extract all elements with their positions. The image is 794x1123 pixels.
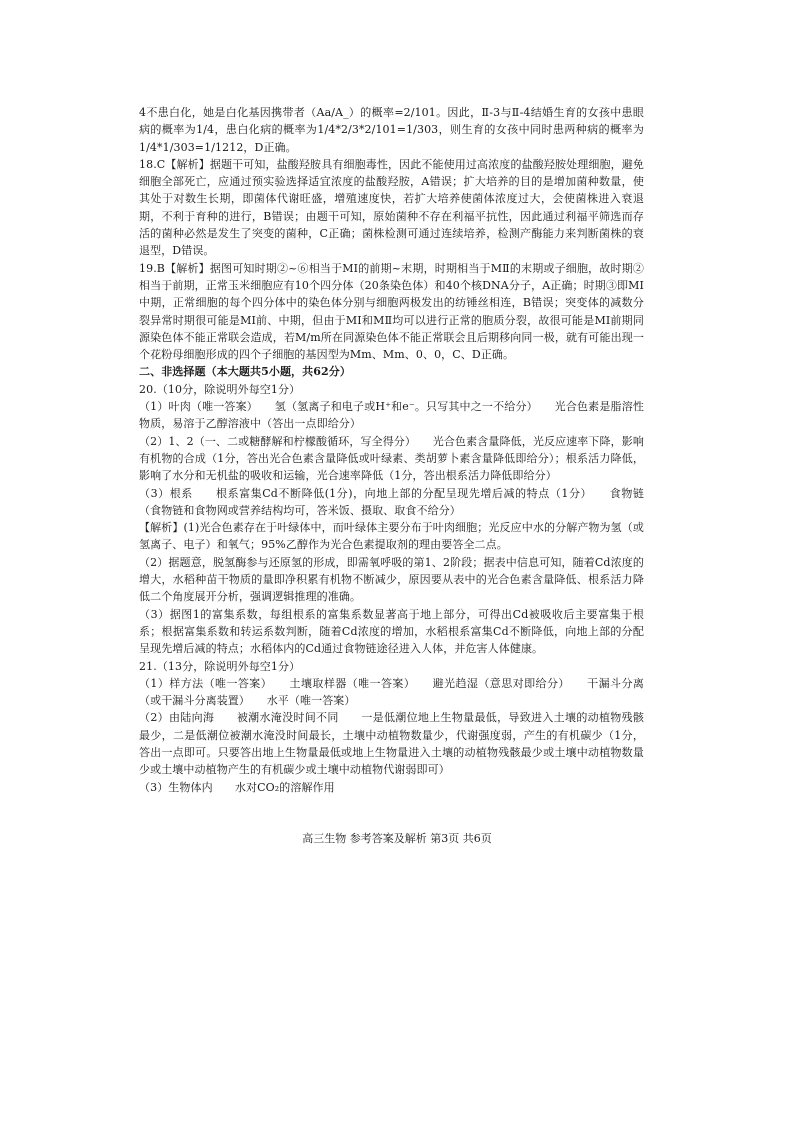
paragraph-q20-3: （3）根系 根系富集Cd不断降低(1分)，向地上部的分配呈现先增后减的特点（1分） 食物链（食物链和食物网或营养结构均可，答米饭、摄取、取食不给分） — [139, 486, 644, 517]
section-title-nonchoice: 二、非选择题（本大题共5小题，共62分） — [139, 365, 351, 379]
paragraph-q20-header: 20.（10分，除说明外每空1分） — [139, 382, 301, 396]
paragraph-q21-1: （1）样方法（唯一答案） 土壤取样器（唯一答案） 避光趋湿（意思对即给分） 干漏斗分离（或干漏斗分离装置） 水平（唯一答案） — [139, 676, 644, 708]
paragraph-q20-analysis-2: （2）据题意，脱氢酶参与还原氢的形成，即需氧呼吸的第1、2阶段；据表中信息可知，随着Cd浓度的增大，水稻种苗干物质的量即净积累有机物不断减少，原因要从表中的光合色素含量降低、根系活力降低二个角度展开分析，强调逻辑推理的准确。 — [139, 555, 644, 604]
paragraph-q21-3: （3）生物体内 水对CO₂的溶解作用 — [139, 780, 335, 794]
answer-content — [139, 104, 644, 796]
paragraph-q20-analysis-3: （3）据图1的富集系数，每组根系的富集系数显著高于地上部分，可得出Cd被吸收后主要富集于根系；根据富集系数和转运系数判断，随着Cd浓度的增加，水稻根系富集Cd不断降低，向地上部的分配呈现先增后减的特点；水稻体内的Cd通过食物链途径进入人体，并危害人体健康。 — [139, 607, 644, 656]
paragraph-q18: 18.C【解析】据题干可知，盐酸羟胺具有细胞毒性，因此不能使用过高浓度的盐酸羟胺处理细胞，避免细胞全部死亡，应通过预实验选择适宜浓度的盐酸羟胺，A错误；扩大培养的目的是增加菌种数量，使其处于对数生长期，即菌体代谢旺盛，增殖速度快，若扩大培养使菌体浓度过大，会使菌株进入衰退期，不利于育种的进行，B错误；由题干可知，原始菌种不存在利福平抗性，因此通过利福平筛选而存活的菌种必然是发生了突变的菌种，C正确；菌株检测可通过连续培养，检测产酶能力来判断菌株的衰退型，D错误。 — [139, 157, 644, 258]
paragraph-q20-analysis-1: 【解析】(1)光合色素存在于叶绿体中，而叶绿体主要分布于叶肉细胞；光反应中水的分解产物为氢（或氢离子、电子）和氧气；95%乙醇作为光合色素提取剂的理由要答全二点。 — [139, 521, 644, 552]
page-footer: 高三生物 参考答案及解析 第3页 共6页 — [302, 832, 492, 845]
paragraph-q17-end: 4不患白化，她是白化基因携带者（Aa/A_）的概率=2/101。因此，Ⅱ-3与Ⅱ-4结婚生育的女孩中患眼病的概率为1/4，患白化病的概率为1/4*2/3*2/101=1/303，则生育的女孩中同时患两种病的概率为1/4*1/303=1/1212，D正确。 — [139, 106, 644, 154]
paragraph-q20-2: （2）1、2（一、二或糖酵解和柠檬酸循环，写全得分） 光合色素含量降低，光反应速率下降，影响有机物的合成（1分，答出光合色素含量降低或叶绿素、类胡萝卜素含量降低即给分）；根系活力降低，影响了水分和无机盐的吸收和运输，光合速率降低（1分，答出根系活力降低即给分） — [139, 434, 644, 483]
paragraph-q21-2: （2）由陆向海 被潮水淹没时间不同 一是低潮位地上生物量最低，导致进入土壤的动植物残骸最少，二是低潮位被潮水淹没时间最长，土壤中动植物数量少，代谢强度弱，产生的有机碳少（1分，答出一点即可。只要答出地上生物量最低或地上生物量进入土壤的动植物残骸最少或土壤中动植物数量少或土壤中动植物产生的有机碳少或土壤中动植物代谢弱即可） — [139, 711, 644, 777]
paragraph-q20-1: （1）叶肉（唯一答案） 氢（氢离子和电子或H⁺和e⁻。只写其中之一不给分） 光合色素是脂溶性物质，易溶于乙醇溶液中（答出一点即给分） — [139, 400, 644, 431]
paragraph-q19: 19.B【解析】据图可知时期②~⑥相当于MI的前期~末期，时期相当于MⅡ的末期或子细胞，故时期②相当于前期，正常玉米细胞应有10个四分体（20条染色体）和40个核DNA分子，A正确；时期③即MI中期，正常细胞的每个四分体中的染色体分别与细胞两极发出的纺锤丝相连，B错误；突变体的减数分裂异常时期很可能是MI前、中期，但由于MI和MⅡ均可以进行正常的胞质分裂，故很可能是MI前期同源染色体不能正常联会造成，若M/m所在同源染色体不能正常联会且后期移向同一极，就有可能出现一个花粉母细胞形成的四个子细胞的基因型为Mm、Mm、0、0，C、D正确。 — [139, 261, 644, 362]
paragraph-q21-header: 21.（13分，除说明外每空1分） — [139, 659, 301, 673]
